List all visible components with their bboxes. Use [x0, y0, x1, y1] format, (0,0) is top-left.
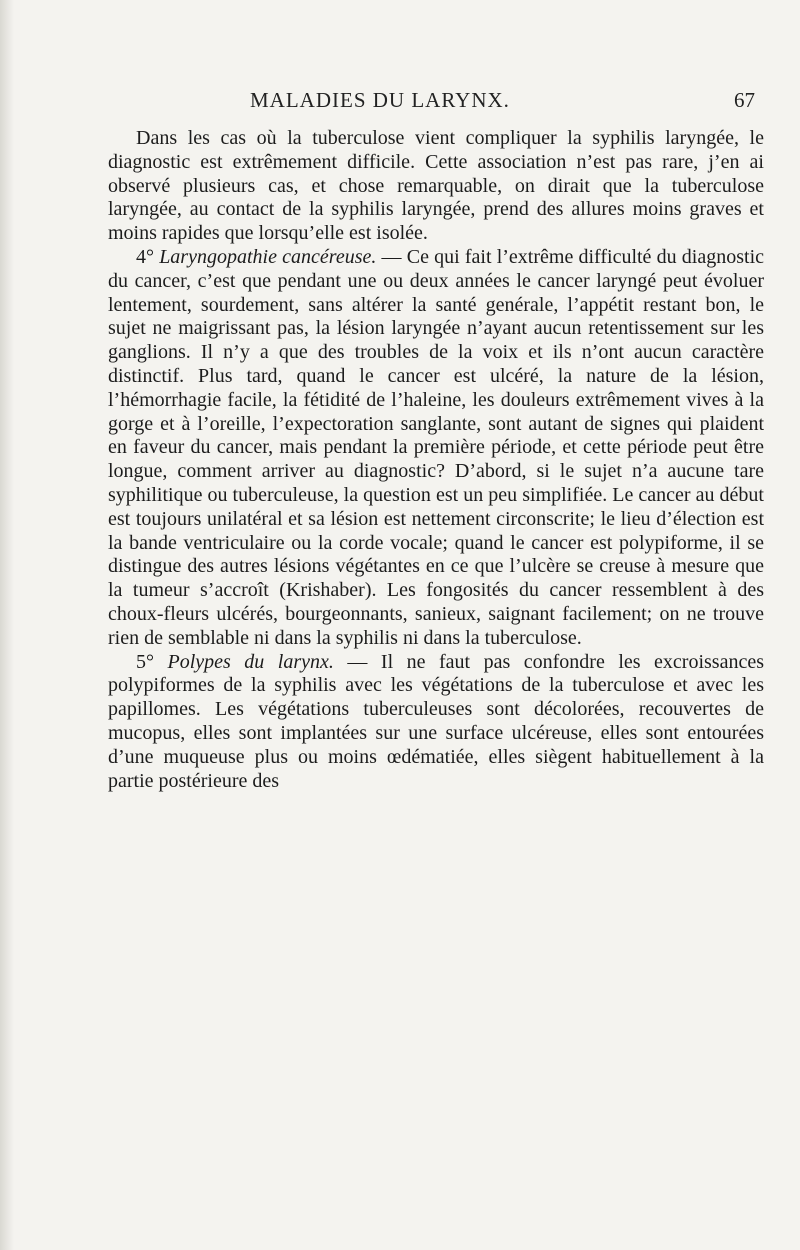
section-4-title: Laryngopathie cancéreuse. — [159, 245, 377, 268]
paragraph-polypes-larynx — [108, 651, 764, 794]
section-5-title: Polypes du larynx. — [167, 650, 334, 673]
section-5-text: — Il ne faut pas confondre les excroissances polypiformes de la syphilis avec les végétations de la tuberculose et avec les papillomes. Les végétations tuberculeuses sont décolorées, recouvertes de mucopus, elles sont implantées sur une surface ulcéreuse, elles sont entourées d’une muqueuse plus ou moins œdématiée, elles siègent habituellement à la partie postérieure des — [108, 650, 764, 792]
paragraph-laryngopathie-cancereuse — [108, 246, 764, 651]
paragraph-syphilis-tuberculose: Dans les cas où la tuberculose vient compliquer la syphilis laryngée, le diagnostic est extrêmement difficile. Cette association n’est pas rare, j’en ai observé plusieurs cas, et chose remarquable, on dirait que la tuberculose laryngée, au contact de la syphilis laryngée, prend des allures moins graves et moins rapides que lorsqu’elle est isolée. — [108, 127, 764, 245]
page-number: 67 — [734, 88, 755, 112]
section-4-text: — Ce qui fait l’extrême difficulté du diagnostic du cancer, c’est que pendant une ou deux années le cancer laryngé peut évoluer lentement, sourdement, sans altérer la santé genérale, l’appétit restant bon, le sujet ne maigrissant pas, la lésion laryngée n’ayant aucun retentissement sur les ganglions. Il n’y a que des troubles de la voix et ils n’ont aucun caractère distinctif. Plus tard, quand le cancer est ulcéré, la nature de la lésion, l’hémorrhagie facile, la fétidité de l’haleine, les douleurs extrêmement vives à la gorge et à l’oreille, l’expectoration sanglante, sont autant de signes qui plaident en faveur du cancer, mais pendant la première période, et cette période peut être longue, comment arriver au diagnostic? D’abord, si le sujet n’a aucune tare syphilitique ou tuberculeuse, la question est un peu simplifiée. Le cancer au début est toujours unilatéral et sa lésion est nettement circonscrite; le lieu d’élection est la bande ventriculaire ou la corde vocale; quand le cancer est polypiforme, il se distingue des autres lésions végétantes en ce que l’ulcère se creuse à mesure que la tumeur s’accroît (Krishaber). Les fongosités du cancer ressemblent à des choux-fleurs ulcérés, bourgeonnants, sanieux, saignant facilement; on ne trouve rien de semblable ni dans la syphilis ni dans la tuberculose. — [108, 245, 765, 649]
body-text — [108, 127, 764, 793]
section-4-number: 4° — [136, 245, 154, 268]
page-edge-shadow — [0, 0, 14, 1250]
running-head: MALADIES DU LARYNX. — [250, 88, 510, 112]
section-5-number: 5° — [136, 650, 154, 673]
